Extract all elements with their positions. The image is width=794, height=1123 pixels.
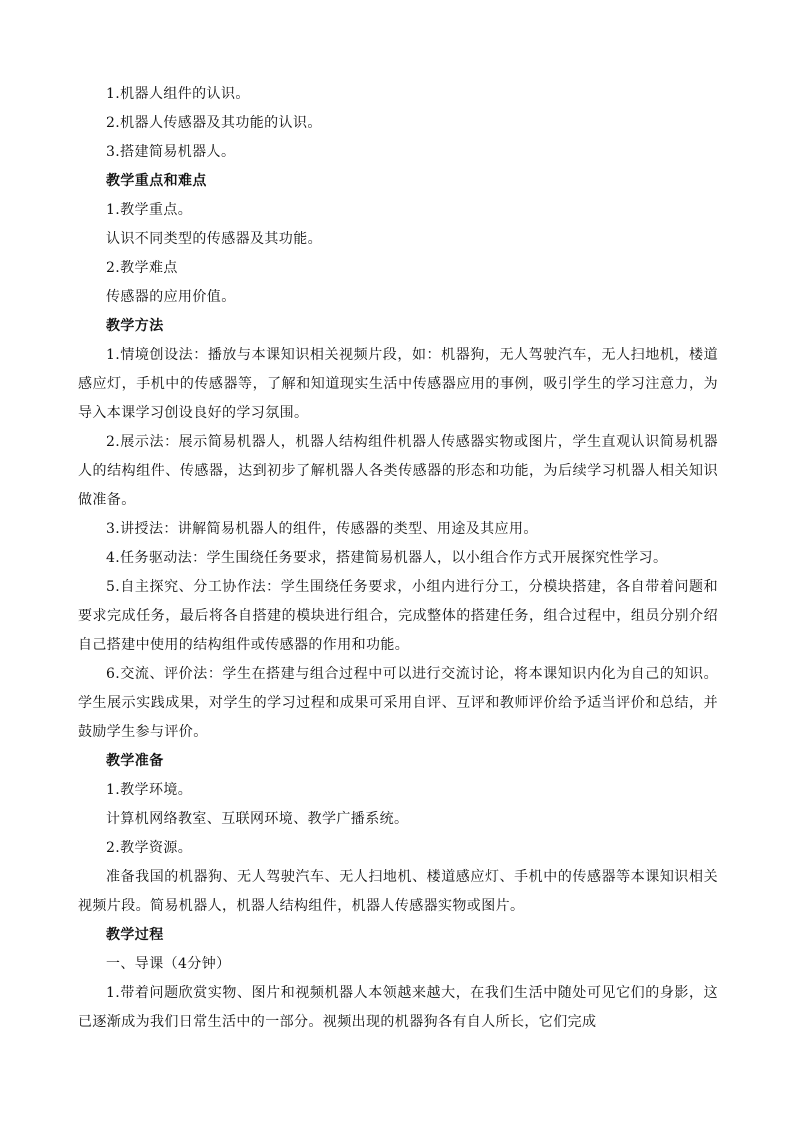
paragraph: 4.任务驱动法：学生围绕任务要求，搭建简易机器人，以小组合作方式开展探究性学习。 [106,550,668,566]
list-item: 1.教学重点。 [106,202,193,218]
list-item: 2.机器人传感器及其功能的认识。 [106,115,322,131]
paragraph: 2.展示法：展示简易机器人，机器人结构组件机器人传感器实物或图片，学生直观认识简易机器人的结构组件、传感器，达到初步了解机器人各类传感器的形态和功能，为后续学习机器人相关知识做准备。 [78,434,718,508]
list-item: 1.机器人组件的认识。 [106,86,250,102]
paragraph: 准备我国的机器狗、无人驾驶汽车、无人扫地机、楼道感应灯、手机中的传感器等本课知识相关视频片段。简易机器人，机器人结构组件，机器人传感器实物或图片。 [78,869,718,914]
paragraph: 1.情境创设法：播放与本课知识相关视频片段，如：机器狗，无人驾驶汽车，无人扫地机，楼道感应灯，手机中的传感器等，了解和知道现实生活中传感器应用的事例，吸引学生的学习注意力，为导入本课学习创设良好的学习氛围。 [78,347,718,421]
section-heading: 教学准备 [106,753,164,769]
paragraph: 计算机网络教室、互联网环境、教学广播系统。 [106,811,409,827]
list-item: 2.教学难点 [106,260,178,276]
section-heading: 教学过程 [106,927,164,943]
paragraph: 传感器的应用价值。 [106,289,236,305]
list-item: 1.教学环境。 [106,782,193,798]
paragraph: 6.交流、评价法：学生在搭建与组合过程中可以进行交流讨论，将本课知识内化为自己的知识。学生展示实践成果，对学生的学习过程和成果可采用自评、互评和教师评价给予适当评价和总结，并鼓励学生参与评价。 [78,666,718,740]
paragraph: 5.自主探究、分工协作法：学生围绕任务要求，小组内进行分工，分模块搭建，各自带着问题和要求完成任务，最后将各自搭建的模块进行组合，完成整体的搭建任务，组合过程中，组员分别介绍自己搭建中使用的结构组件或传感器的作用和功能。 [78,579,718,653]
section-heading: 教学重点和难点 [106,173,207,189]
paragraph: 3.讲授法：讲解简易机器人的组件，传感器的类型、用途及其应用。 [106,521,538,537]
document-page [78,80,718,1037]
list-item: 2.教学资源。 [106,840,193,856]
section-heading: 教学方法 [106,318,164,334]
subsection-heading: 一、导课（4分钟） [106,956,231,972]
list-item: 3.搭建简易机器人。 [106,144,236,160]
paragraph: 1.带着问题欣赏实物、图片和视频机器人本领越来越大，在我们生活中随处可见它们的身影，这已逐渐成为我们日常生活中的一部分。视频出现的机器狗各有自人所长，它们完成 [78,985,718,1030]
paragraph: 认识不同类型的传感器及其功能。 [106,231,322,247]
